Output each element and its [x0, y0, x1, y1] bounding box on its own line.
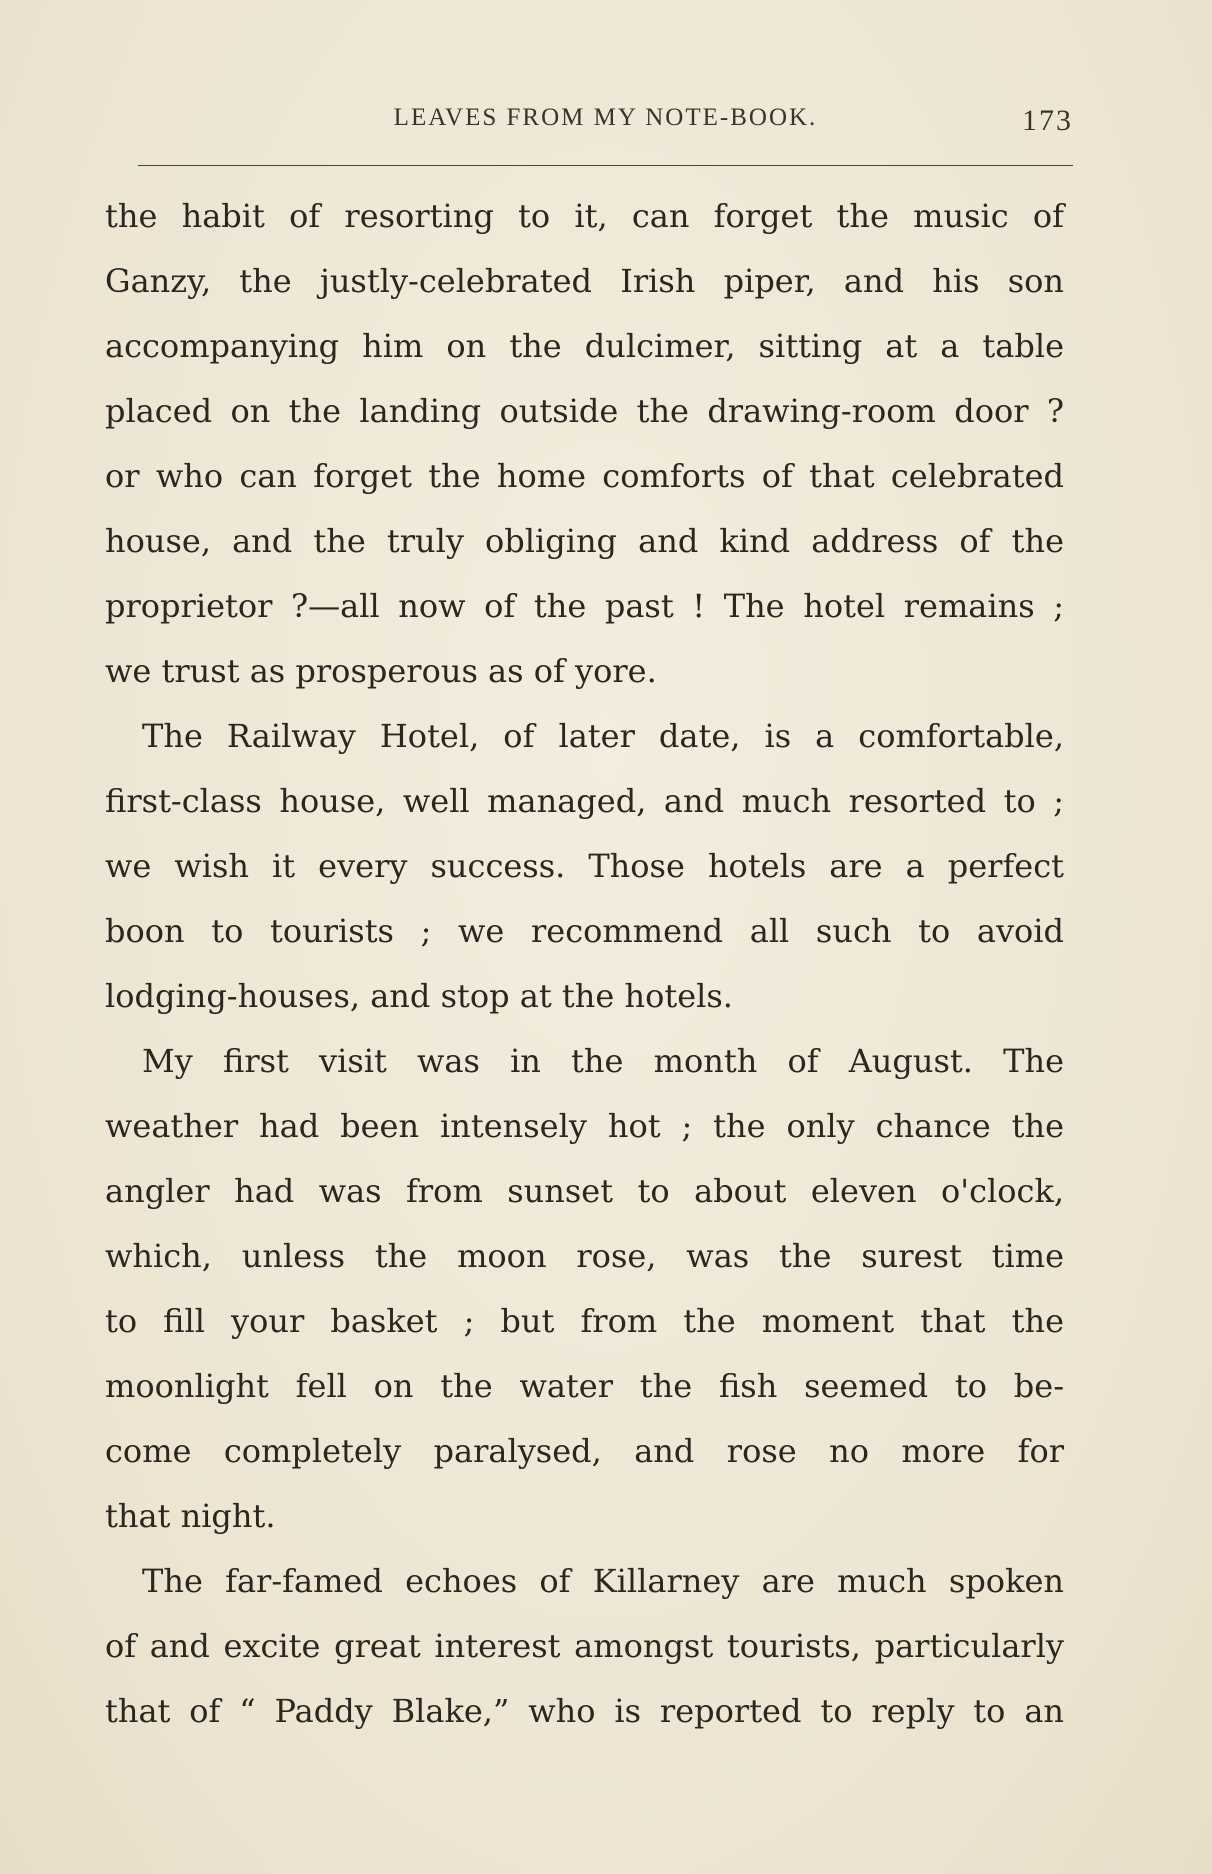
text-line: weather had been intensely hot ; the only chance the	[105, 1107, 1064, 1145]
text-line: accompanying him on the dulcimer, sitting at a table	[105, 327, 1064, 365]
text-line: My first visit was in the month of August. The	[142, 1042, 1064, 1080]
text-line: or who can forget the home comforts of that celebrated	[105, 457, 1064, 495]
header-rule	[138, 165, 1073, 166]
text-line: boon to tourists ; we recommend all such to avoid	[105, 912, 1064, 950]
text-line: proprietor ?—all now of the past ! The hotel remains ;	[105, 587, 1064, 625]
text-line: The Railway Hotel, of later date, is a comfortable,	[142, 717, 1064, 755]
text-line: moonlight fell on the water the fish seemed to be-	[105, 1367, 1064, 1405]
text-line: angler had was from sunset to about eleven o'clock,	[105, 1172, 1064, 1210]
text-line: to fill your basket ; but from the moment that the	[105, 1302, 1064, 1340]
text-line: we trust as prosperous as of yore.	[105, 652, 657, 690]
body-text	[105, 184, 1064, 1744]
text-line: that night.	[105, 1497, 276, 1535]
text-line: first-class house, well managed, and much resorted to ;	[105, 782, 1064, 820]
text-line: of and excite great interest amongst tourists, particularly	[105, 1627, 1064, 1665]
text-line: lodging-houses, and stop at the hotels.	[105, 977, 733, 1015]
text-line: house, and the truly obliging and kind address of the	[105, 522, 1064, 560]
page-number: 173	[1022, 104, 1073, 137]
text-line: that of “ Paddy Blake,” who is reported to reply to an	[105, 1692, 1064, 1730]
text-line: come completely paralysed, and rose no more for	[105, 1432, 1064, 1470]
text-line: which, unless the moon rose, was the surest time	[105, 1237, 1064, 1275]
text-line: Ganzy, the justly-celebrated Irish piper, and his son	[105, 262, 1064, 300]
running-head	[138, 104, 1073, 148]
text-line: the habit of resorting to it, can forget the music of	[105, 197, 1064, 235]
text-line: we wish it every success. Those hotels are a perfect	[105, 847, 1064, 885]
running-title: LEAVES FROM MY NOTE-BOOK.	[393, 104, 818, 131]
text-line: placed on the landing outside the drawing-room door ?	[105, 392, 1064, 430]
text-line: The far-famed echoes of Killarney are much spoken	[142, 1562, 1064, 1600]
